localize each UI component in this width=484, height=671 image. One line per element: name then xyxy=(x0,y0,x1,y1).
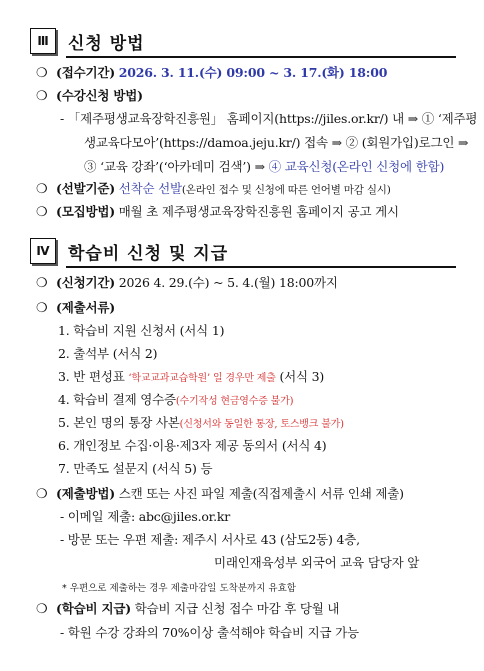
document-item: 1. 학습비 지원 신청서 (서식 1) xyxy=(58,323,225,338)
section-4-header xyxy=(30,238,456,266)
attendance-requirement: - 학원 수강 강좌의 70%이상 출석해야 학습비 지급 가능 xyxy=(60,625,359,640)
bullet-circle-icon: ❍ xyxy=(36,182,48,197)
bullet-circle-icon: ❍ xyxy=(36,205,48,220)
section-3-number: Ⅲ xyxy=(30,28,56,54)
method-heading: ❍ (수강신청 방법) xyxy=(36,88,143,104)
application-period-value: 2026. 3. 11.(수) 09:00 ~ 3. 17.(화) 18:00 xyxy=(118,65,388,80)
method-line-3: ③ ‘교육 강좌’(‘아카데미 검색’) ⇒ ④ 교육신청(온라인 신청에 한함) xyxy=(84,159,445,174)
email-submission: - 이메일 제출: abc@jiles.or.kr xyxy=(60,509,230,524)
section-3-header xyxy=(30,28,456,56)
section-4-number: Ⅳ xyxy=(30,238,56,264)
mail-submission-line-1: - 방문 또는 우편 제출: 제주시 서사로 43 (삼도2동) 4층, xyxy=(60,532,360,547)
document-note: (신청서와 동일한 통장, 토스뱅크 불가) xyxy=(179,419,344,430)
document-item: 7. 만족도 설문지 (서식 5) 등 xyxy=(58,461,213,476)
section-3-title: 신청 방법 xyxy=(68,34,145,54)
document-note: (수기작성 현금영수증 불가) xyxy=(175,396,294,407)
document-item: 3. 반 편성표 ‘학교교과교습학원’ 일 경우만 제출 (서식 3) xyxy=(58,369,325,384)
section-4-rule xyxy=(66,266,456,268)
application-period: ❍ (접수기간) 2026. 3. 11.(수) 09:00 ~ 3. 17.(화) 18:00 xyxy=(36,65,388,81)
refund-payment: ❍ (학습비 지급) 학습비 지급 신청 접수 마감 후 당월 내 xyxy=(36,601,340,617)
section-3-rule xyxy=(66,56,456,58)
selection-criteria: ❍ (선발기준) 선착순 선발(온라인 접수 및 신청에 따른 언어별 마감 실시) xyxy=(36,181,391,197)
bullet-circle-icon: ❍ xyxy=(36,602,48,617)
apply-step-highlight: ④ 교육신청(온라인 신청에 한함) xyxy=(268,159,445,174)
bullet-circle-icon: ❍ xyxy=(36,276,48,291)
bullet-circle-icon: ❍ xyxy=(36,89,48,104)
documents-heading: ❍ (제출서류) xyxy=(36,300,115,316)
submission-method: ❍ (제출방법) 스캔 또는 사진 파일 제출(직접제출시 서류 인쇄 제출) xyxy=(36,486,404,502)
mail-submission-line-2: 미래인재육성부 외국어 교육 담당자 앞 xyxy=(214,555,420,570)
document-item: 2. 출석부 (서식 2) xyxy=(58,346,158,361)
document-item: 5. 본인 명의 통장 사본(신청서와 동일한 통장, 토스뱅크 불가) xyxy=(58,415,344,430)
method-line-2: 생교육다모아’(https://damoa.jeju.kr/) 접속 ⇒ ② (회원가입)로그인 ⇒ xyxy=(84,135,469,150)
refund-period: ❍ (신청기간) 2026 4. 29.(수) ~ 5. 4.(월) 18:00까지 xyxy=(36,275,338,291)
document-item: 4. 학습비 결제 영수증(수기작성 현금영수증 불가) xyxy=(58,392,294,407)
method-line-1: - 「제주평생교육장학진흥원」 홈페이지(https://jiles.or.kr/) 내 ⇒ ① ‘제주평 xyxy=(60,111,478,126)
bullet-circle-icon: ❍ xyxy=(36,301,48,316)
recruitment-method: ❍ (모집방법) 매월 초 제주평생교육장학진흥원 홈페이지 공고 게시 xyxy=(36,204,399,220)
mail-note: * 우편으로 제출하는 경우 제출마감일 도착분까지 유효함 xyxy=(62,583,296,594)
document-item: 6. 개인정보 수집·이용·제3자 제공 동의서 (서식 4) xyxy=(58,438,327,453)
bullet-circle-icon: ❍ xyxy=(36,66,48,81)
section-4-title: 학습비 신청 및 지급 xyxy=(68,244,229,264)
document-note: ‘학교교과교습학원’ 일 경우만 제출 xyxy=(128,373,276,384)
bullet-circle-icon: ❍ xyxy=(36,487,48,502)
